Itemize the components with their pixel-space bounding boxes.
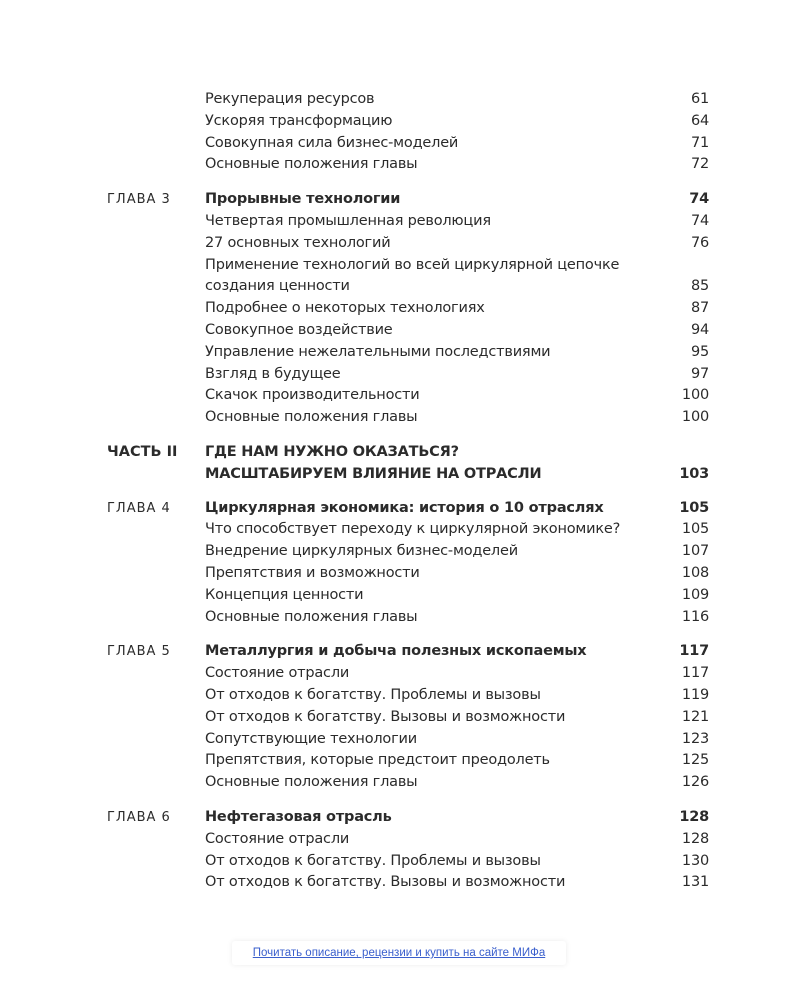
chapter-label — [107, 385, 205, 407]
toc-entry — [107, 851, 709, 873]
page-number: 94 — [690, 321, 709, 338]
toc-entry — [107, 89, 709, 111]
toc-entry — [107, 829, 709, 851]
page-number: 116 — [681, 608, 709, 625]
page-number — [649, 255, 709, 277]
toc-entry — [107, 685, 709, 707]
page-number: 100 — [681, 387, 709, 404]
page-number: 61 — [690, 91, 709, 107]
toc-heading-row — [107, 641, 709, 663]
chapter-label — [107, 111, 205, 133]
toc-heading-row — [107, 189, 709, 211]
chapter-label — [107, 541, 205, 563]
toc-chapter — [107, 498, 709, 629]
chapter-label — [107, 663, 205, 685]
toc-entry — [107, 663, 709, 685]
entry-title: Основные положения главы — [205, 156, 418, 173]
page-number: 103 — [679, 465, 709, 482]
chapter-label — [107, 519, 205, 541]
entry-title: Состояние отрасли — [205, 830, 350, 847]
entry-title: МАСШТАБИРУЕМ ВЛИЯНИЕ НА ОТРАСЛИ — [205, 465, 542, 482]
chapter-label — [107, 729, 205, 751]
chapter-label — [107, 298, 205, 320]
toc-heading-row — [107, 464, 709, 486]
toc-entry — [107, 541, 709, 563]
page-number: 123 — [681, 730, 709, 747]
chapter-label — [107, 707, 205, 729]
entry-title: Четвертая промышленная революция — [205, 212, 491, 229]
toc-part — [107, 442, 709, 486]
page-number: 87 — [690, 300, 709, 317]
chapter-label: ГЛАВА 4 — [107, 500, 171, 516]
page-number: 117 — [679, 643, 709, 660]
toc-entry — [107, 772, 709, 794]
toc-entry — [107, 111, 709, 133]
entry-title: Нефтегазовая отрасль — [205, 808, 392, 825]
chapter-label — [107, 464, 205, 486]
entry-title: Концепция ценности — [205, 586, 364, 603]
entry-title: Скачок производительности — [205, 387, 420, 404]
entry-title: Препятствия, которые предстоит преодолеть — [205, 752, 550, 769]
entry-title: создания ценности — [205, 278, 350, 295]
chapter-label — [107, 211, 205, 233]
page-number: 85 — [690, 278, 709, 295]
toc-chapter — [107, 189, 709, 429]
toc-chapter — [107, 641, 709, 794]
chapter-label — [107, 89, 205, 111]
toc-chapter — [107, 89, 709, 176]
page-number: 64 — [690, 112, 709, 129]
page-number: 74 — [690, 212, 709, 229]
page-number: 131 — [681, 874, 709, 891]
page-number: 74 — [689, 191, 709, 208]
entry-title: Сопутствующие технологии — [205, 730, 417, 747]
page-number: 130 — [681, 852, 709, 869]
toc-entry — [107, 154, 709, 176]
entry-title: От отходов к богатству. Проблемы и вызовы — [205, 686, 541, 703]
entry-title: Препятствия и возможности — [205, 564, 420, 581]
page-number: 119 — [681, 686, 709, 703]
chapter-label: ГЛАВА 3 — [107, 192, 171, 208]
toc-chapter — [107, 807, 709, 894]
toc-entry — [107, 364, 709, 386]
page-number: 126 — [681, 774, 709, 791]
entry-title: Внедрение циркулярных бизнес-моделей — [205, 543, 518, 560]
toc-entry — [107, 276, 709, 298]
chapter-label — [107, 607, 205, 629]
page-number: 72 — [690, 156, 709, 173]
toc-entry — [107, 872, 709, 894]
entry-title: Применение технологий во всей циркулярной цепочке — [205, 256, 620, 273]
chapter-label — [107, 342, 205, 364]
chapter-label — [107, 133, 205, 155]
toc-entry — [107, 407, 709, 429]
entry-title: Совокупная сила бизнес-моделей — [205, 134, 459, 151]
page-number: 128 — [679, 808, 709, 825]
chapter-label — [107, 750, 205, 772]
page-number: 71 — [690, 134, 709, 151]
entry-title: Основные положения главы — [205, 608, 418, 625]
entry-title: Управление нежелательными последствиями — [205, 343, 551, 360]
page-number: 95 — [690, 343, 709, 360]
entry-title: Взгляд в будущее — [205, 365, 341, 382]
entry-title: Основные положения главы — [205, 409, 418, 426]
chapter-label — [107, 320, 205, 342]
entry-title: 27 основных технологий — [205, 234, 391, 251]
toc-entry — [107, 385, 709, 407]
entry-title: Основные положения главы — [205, 774, 418, 791]
entry-title: Прорывные технологии — [205, 191, 401, 208]
toc-entry — [107, 342, 709, 364]
page-number: 76 — [690, 234, 709, 251]
entry-title: От отходов к богатству. Вызовы и возможности — [205, 708, 566, 725]
page-number: 108 — [681, 564, 709, 581]
page-number: 97 — [690, 365, 709, 382]
toc-entry — [107, 585, 709, 607]
toc-entry — [107, 519, 709, 541]
toc-heading-row — [107, 498, 709, 520]
toc-heading-row — [107, 807, 709, 829]
entry-title: Металлургия и добыча полезных ископаемых — [205, 643, 587, 660]
entry-title: От отходов к богатству. Вызовы и возможности — [205, 874, 566, 891]
toc-entry — [107, 211, 709, 233]
page-number: 117 — [681, 665, 709, 682]
entry-title: Совокупное воздействие — [205, 321, 393, 338]
chapter-label — [107, 364, 205, 386]
toc-entry — [107, 255, 709, 277]
page-number — [649, 442, 709, 464]
toc-entry — [107, 563, 709, 585]
chapter-label: ЧАСТЬ II — [107, 443, 178, 460]
publisher-link[interactable]: Почитать описание, рецензии и купить на сайте МИФа — [232, 941, 566, 965]
entry-title: Состояние отрасли — [205, 665, 350, 682]
toc-entry — [107, 298, 709, 320]
page-number: 107 — [681, 543, 709, 560]
chapter-label — [107, 772, 205, 794]
chapter-label — [107, 585, 205, 607]
chapter-label — [107, 154, 205, 176]
entry-title: Подробнее о некоторых технологиях — [205, 300, 485, 317]
entry-title: Циркулярная экономика: история о 10 отраслях — [205, 499, 604, 516]
chapter-label — [107, 563, 205, 585]
toc-entry — [107, 607, 709, 629]
chapter-label — [107, 872, 205, 894]
chapter-label: ГЛАВА 6 — [107, 809, 171, 825]
page-number: 105 — [679, 499, 709, 516]
page-number: 100 — [681, 409, 709, 426]
page-number: 125 — [681, 752, 709, 769]
toc-entry — [107, 133, 709, 155]
chapter-label — [107, 685, 205, 707]
toc-entry — [107, 320, 709, 342]
toc-entry — [107, 233, 709, 255]
toc-entry — [107, 750, 709, 772]
page-number: 121 — [681, 708, 709, 725]
entry-title: Что способствует переходу к циркулярной экономике? — [205, 521, 621, 538]
chapter-label — [107, 276, 205, 298]
page-number: 109 — [681, 586, 709, 603]
entry-title: ГДЕ НАМ НУЖНО ОКАЗАТЬСЯ? — [205, 443, 459, 460]
chapter-label — [107, 407, 205, 429]
chapter-label — [107, 851, 205, 873]
entry-title: Рекуперация ресурсов — [205, 91, 375, 107]
entry-title: Ускоряя трансформацию — [205, 112, 393, 129]
page-number: 105 — [681, 521, 709, 538]
chapter-label: ГЛАВА 5 — [107, 644, 171, 660]
entry-title: От отходов к богатству. Проблемы и вызовы — [205, 852, 541, 869]
toc-entry — [107, 729, 709, 751]
chapter-label — [107, 829, 205, 851]
toc-heading-row — [107, 442, 709, 464]
page-number: 128 — [681, 830, 709, 847]
chapter-label — [107, 255, 205, 277]
toc-entry — [107, 707, 709, 729]
chapter-label — [107, 233, 205, 255]
table-of-contents — [107, 89, 709, 907]
